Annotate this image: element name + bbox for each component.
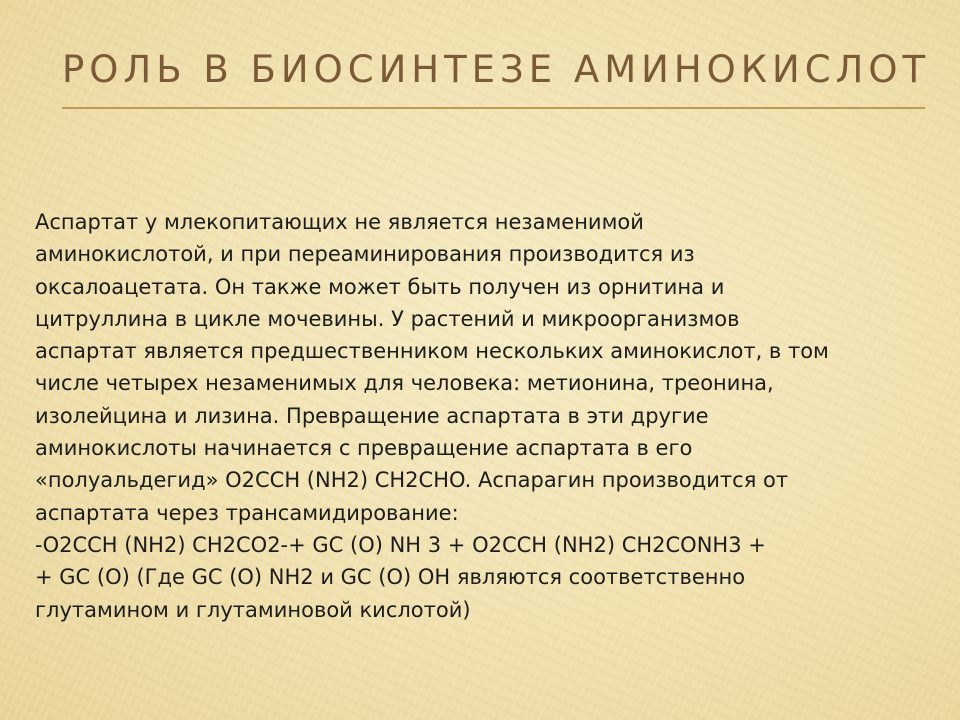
title-underline	[62, 107, 925, 109]
slide-title: РОЛЬ В БИОСИНТЕЗЕ АМИНОКИСЛОТ	[62, 48, 931, 91]
slide-body-text: Аспартат у млекопитающих не является незаменимой аминокислотой, и при переаминирования производится из оксалоацетата. Он также может быть получен из орнитина и цитруллина в цикле мочевины. У растений и микроорганизмов аспартат является предшественником нескольких аминокислот, в том числе четырех незаменимых для человека: метионина, треонина, изолейцина и лизина. Превращение аспартата в эти другие аминокислоты начинается с превращение аспартата в его «полуальдегид» O2CCH (NH2) CH2CHO. Аспарагин производится от аспартата через трансамидирование: -O2CCH (NH2) CH2CO2-+ GC (O) NH 3 + O2CCH (NH2) CH2CONH3 + + GC (O) (Где GC (O) NH2 и GC (O) OH являются соответственно глутамином и глутаминовой кислотой)	[35, 210, 829, 622]
